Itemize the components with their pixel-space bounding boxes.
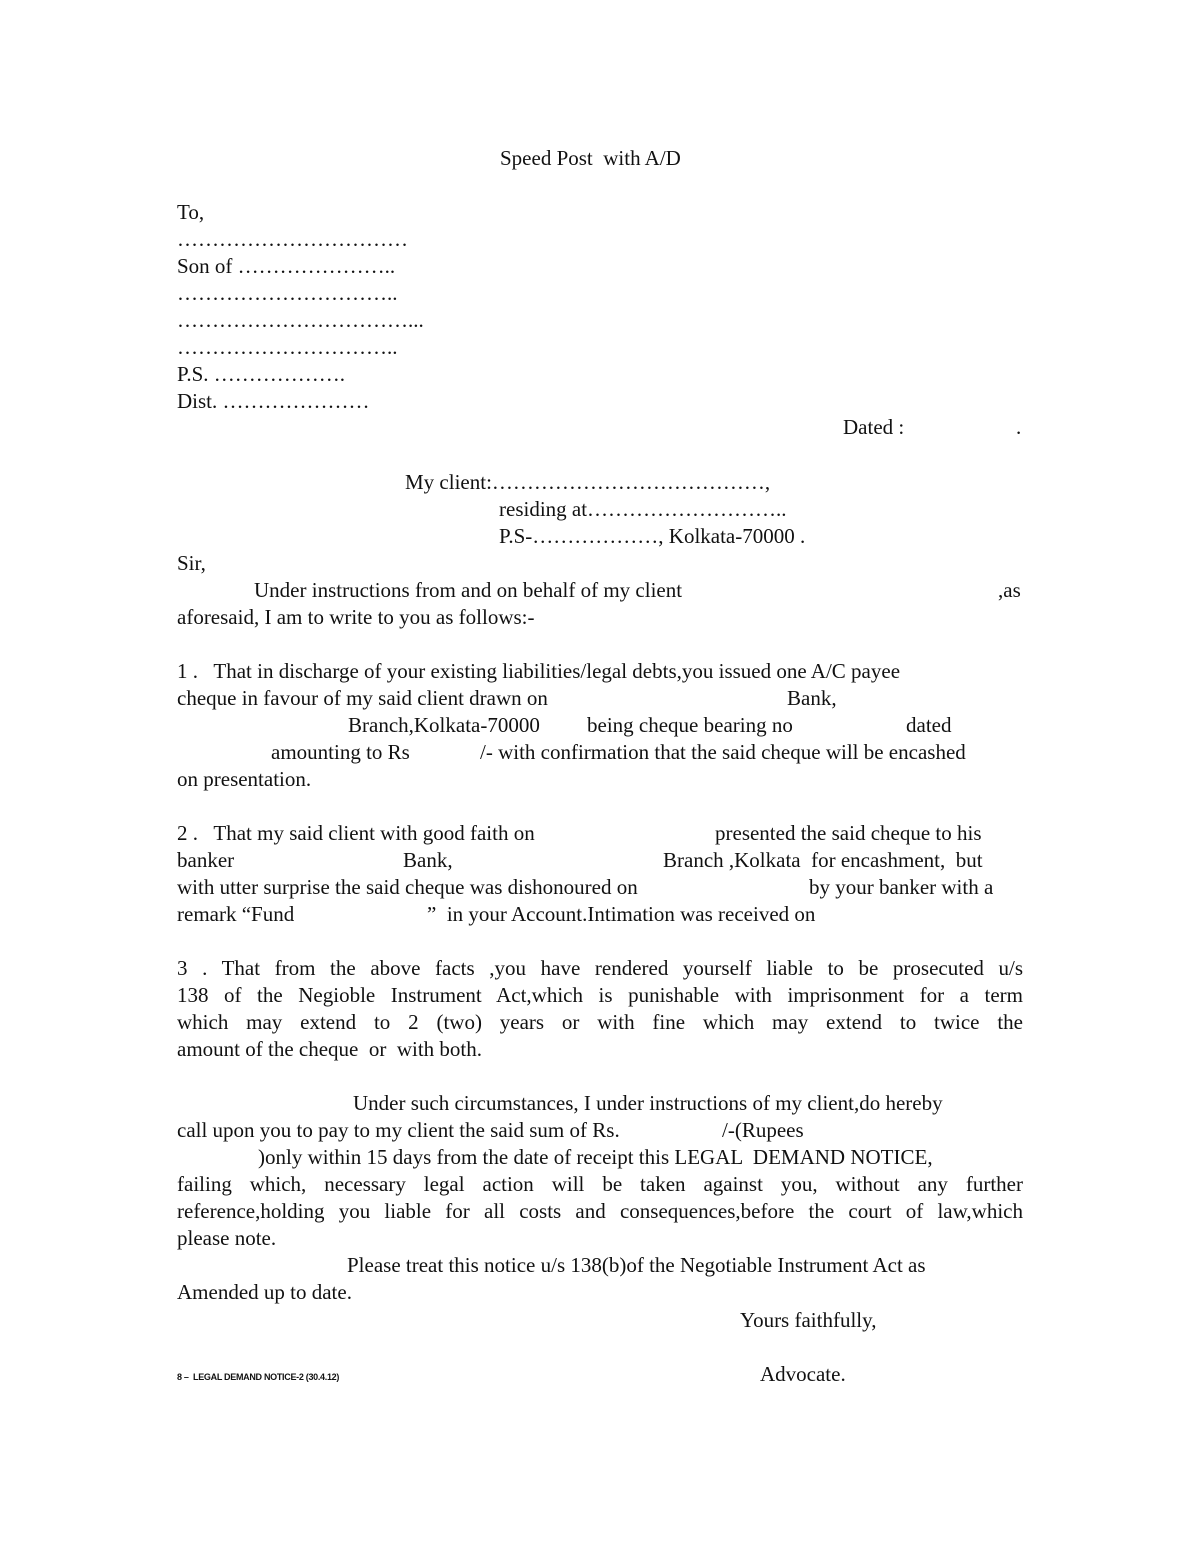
address-dist: Dist. ………………… bbox=[177, 389, 370, 413]
speed-post-heading: Speed Post with A/D bbox=[500, 146, 681, 170]
para2-line: presented the said cheque to his bbox=[715, 821, 982, 845]
para2-banker: banker bbox=[177, 848, 235, 872]
address-line-blank: ………………………….. bbox=[177, 335, 398, 359]
address-line-blank: ………………………….. bbox=[177, 281, 398, 305]
para2-branch: Branch ,Kolkata for encashment, but bbox=[663, 848, 983, 872]
para1-amount: amounting to Rs bbox=[271, 740, 410, 764]
para3-line: which may extend to 2 (two) years or with fine which may extend to twice the bbox=[177, 1010, 1023, 1034]
para2-line: with utter surprise the said cheque was dishonoured on bbox=[177, 875, 638, 899]
para1-branch: Branch,Kolkata-70000 bbox=[348, 713, 540, 737]
para1-bank: Bank, bbox=[787, 686, 837, 710]
client-line: My client:…………………………………, bbox=[405, 470, 771, 494]
para4-line: Under such circumstances, I under instructions of my client,do hereby bbox=[353, 1091, 943, 1115]
para5-line: Amended up to date. bbox=[177, 1280, 352, 1304]
address-name-blank: …………………………… bbox=[177, 227, 408, 251]
para4-rupees: /-(Rupees bbox=[722, 1118, 804, 1142]
closing-yours-faithfully: Yours faithfully, bbox=[740, 1308, 877, 1332]
dated-label: Dated : bbox=[843, 415, 905, 439]
para1-line: /- with confirmation that the said cheque will be encashed bbox=[480, 740, 966, 764]
para2-bank: Bank, bbox=[403, 848, 453, 872]
address-ps: P.S. ………………. bbox=[177, 362, 346, 386]
para4-line: failing which, necessary legal action will be taken against you, without any further bbox=[177, 1172, 1023, 1196]
address-line-blank: ……………………………... bbox=[177, 308, 424, 332]
para2-remark: remark “Fund bbox=[177, 902, 295, 926]
salutation: Sir, bbox=[177, 551, 206, 575]
para1-line: 1 . That in discharge of your existing liabilities/legal debts,you issued one A/C payee bbox=[177, 659, 901, 683]
address-to: To, bbox=[177, 200, 205, 224]
client-ps: P.S-………………, Kolkata-70000 . bbox=[499, 524, 806, 548]
document-footer-reference: 8 – LEGAL DEMAND NOTICE-2 (30.4.12) bbox=[177, 1372, 340, 1382]
intro-text: aforesaid, I am to write to you as follows:- bbox=[177, 605, 535, 629]
para5-line: Please treat this notice u/s 138(b)of the Negotiable Instrument Act as bbox=[347, 1253, 926, 1277]
client-residing: residing at……………………….. bbox=[499, 497, 787, 521]
para3-line: amount of the cheque or with both. bbox=[177, 1037, 483, 1061]
address-son-of: Son of ………………….. bbox=[177, 254, 396, 278]
para1-cheque-no: being cheque bearing no bbox=[587, 713, 793, 737]
para4-line: reference,holding you liable for all costs and consequences,before the court of law,which bbox=[177, 1199, 1023, 1223]
dated-end: . bbox=[1016, 415, 1022, 439]
para1-dated: dated bbox=[906, 713, 952, 737]
para1-line: on presentation. bbox=[177, 767, 312, 791]
intro-text-end: ,as bbox=[998, 578, 1021, 602]
para4-line: call upon you to pay to my client the said sum of Rs. bbox=[177, 1118, 620, 1142]
para2-line: by your banker with a bbox=[809, 875, 994, 899]
para3-line: 3 . That from the above facts ,you have rendered yourself liable to be prosecuted u/s bbox=[177, 956, 1023, 980]
para2-line: ” in your Account.Intimation was received on bbox=[427, 902, 816, 926]
para4-line: please note. bbox=[177, 1226, 277, 1250]
para4-line: )only within 15 days from the date of receipt this LEGAL DEMAND NOTICE, bbox=[258, 1145, 933, 1169]
para1-line: cheque in favour of my said client drawn on bbox=[177, 686, 548, 710]
closing-advocate: Advocate. bbox=[760, 1362, 846, 1386]
para3-line: 138 of the Negioble Instrument Act,which is punishable with imprisonment for a term bbox=[177, 983, 1023, 1007]
para2-line: 2 . That my said client with good faith on bbox=[177, 821, 535, 845]
intro-text: Under instructions from and on behalf of my client bbox=[254, 578, 683, 602]
